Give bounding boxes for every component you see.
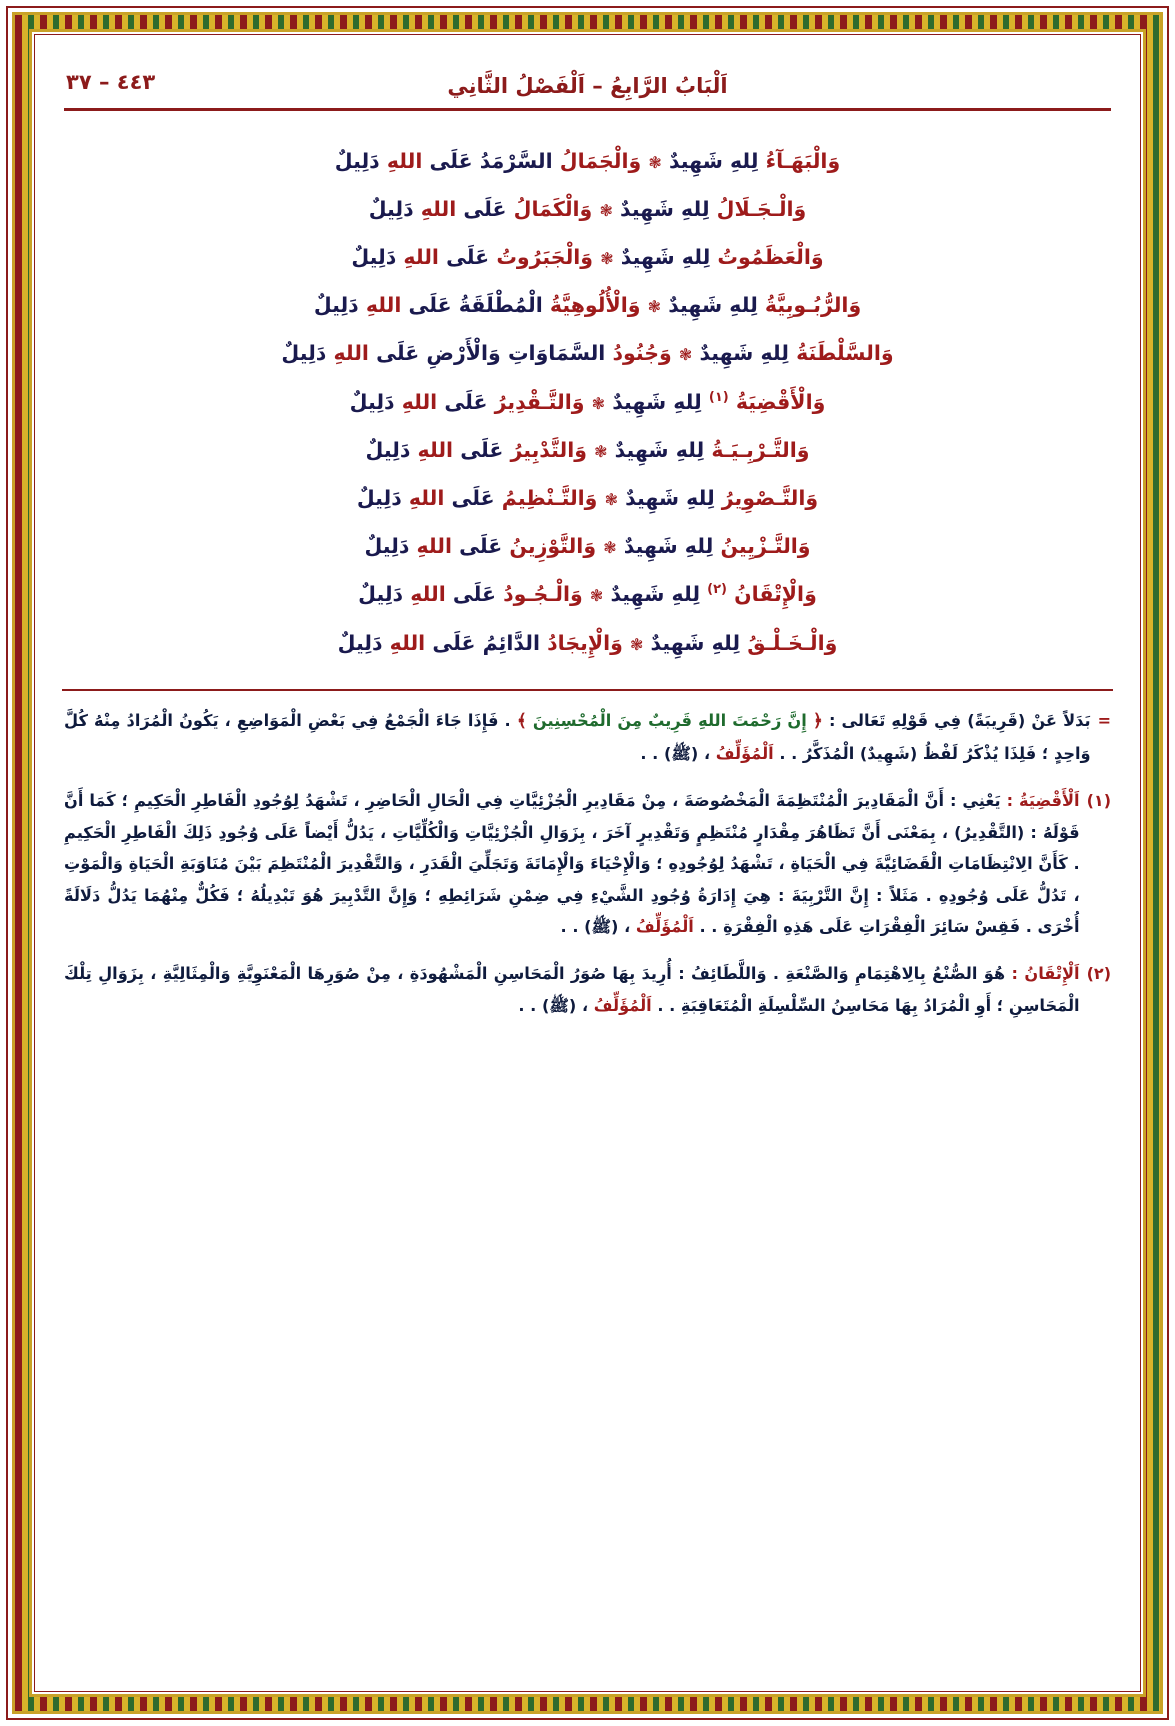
footnote-line: هُوَ الصُّنْعُ بِالِاهْتِمَامِ وَالصَّنْعَةِ . وَاللَّطَائِفُ : أُرِيدَ بِهَا صُوَرُ الْمَحَاسِنِ الْمَشْهُودَةِ ، مِنْ [359, 963, 1006, 983]
verse-word: وَالتَّوْزِينُ [509, 534, 597, 559]
verse-word: عَلَى [460, 437, 504, 462]
verse-word: لِلهِ [686, 485, 715, 510]
verse-word: اللهِ [389, 630, 426, 655]
verse-word: عَلَى [452, 582, 496, 607]
footnote-line: الْحَيَاةِ وَالْمَوْتِ ، تَدُلُّ عَلَى وُجُودِهِ . مَثَلاً : إِنَّ التَّرْبِيَةَ : هِيَ إِدَارَةُ وُجُودِ الشَّيْءِ فِي ضِمْنِ شَرَائِطِهِ ؛ [64, 854, 1080, 905]
footnote-keyword: اَلْإِتْقَانُ : [1005, 963, 1080, 983]
verse-word: الْمُطْلَقَةُ [458, 293, 543, 318]
page-header [48, 46, 1127, 98]
verse-word: ❃ [648, 152, 662, 172]
footnote-marker: (١) [1086, 790, 1111, 810]
verse-word: دَلِيلٌ [365, 437, 411, 462]
verse-footnote-ref: (١) [708, 389, 729, 405]
footnote-line: الْقَضَائِيَّةَ فِي الْحَيَاةِ ، تَشْهَدُ لِوُجُودِهِ ؛ وَالْإِحْيَاءَ وَالْإِمَاتَةَ وَتَجَلِّيَ الْقَدَرِ ، وَالتَّقْدِيرَ الْمُنْتَظِمَ بَيْنَ مُنَاوَبَةِ [174, 854, 943, 874]
verse-word: شَهِيدٌ [620, 244, 675, 269]
verse-word: وَالْبَهَـآءُ [765, 148, 841, 173]
verse-word: ❃ [630, 634, 644, 654]
verse-line [78, 523, 1097, 571]
verse-word: دَلِيلٌ [349, 389, 395, 414]
verse-word: اللهِ [416, 534, 453, 559]
footnote [64, 785, 1111, 943]
verse-line [78, 282, 1097, 330]
verse-word: لِلهِ [675, 437, 705, 462]
verse-word: السَّمَاوَاتِ [507, 341, 606, 366]
verse-word: عَلَى [429, 148, 473, 173]
verse-word: وَالْأَرْضِ [426, 341, 501, 366]
verse-line [78, 378, 1097, 426]
verse-word: لِلهِ [684, 534, 714, 559]
verse-word: شَهِيدٌ [625, 485, 680, 510]
footnote-text [64, 785, 1080, 943]
verse-word: دَلِيلٌ [337, 630, 383, 655]
verse-word: اللهِ [408, 485, 445, 510]
verse-word: وَالْإِتْقَانُ [734, 582, 817, 607]
footnote-line: اَلْمُؤَلِّفُ ، (ﷺ) . . [560, 917, 694, 937]
verse-word: شَهِيدٌ [614, 437, 669, 462]
verse-word: شَهِيدٌ [650, 630, 705, 655]
verse-word: وَالْإِيجَادُ [547, 630, 623, 655]
verse-word: وَالْـخَـلْـقُ [747, 630, 838, 655]
page-title: اَلْبَابُ الرَّابِعُ – اَلْفَصْلُ الثَّانِي [447, 74, 728, 98]
verse-word: شَهِيدٌ [610, 582, 665, 607]
verse-word: شَهِيدٌ [699, 341, 754, 366]
verse-word: عَلَى [463, 196, 507, 221]
verse-word: ❃ [594, 441, 608, 461]
footnote-line: يَعْنِي : أَنَّ الْمَقَادِيرَ الْمُنْتَظِمَةَ الْمَخْصُوصَةَ ، مِنْ مَقَادِيرِ الْجُزْئِيَّاتِ فِي الْحَالِ الْحَاضِرِ ، [347, 790, 1001, 810]
verse-word: وَالتَّـصْوِيرُ [721, 485, 819, 510]
footnote-text [64, 705, 1091, 770]
verse-word: عَلَى [459, 534, 503, 559]
verse-word: اللهِ [410, 582, 446, 607]
verse-word: لِلهِ [681, 196, 710, 221]
verse-word: لِلهِ [760, 341, 789, 366]
verse-line [78, 330, 1097, 378]
verse-word: لِلهِ [711, 630, 741, 655]
verse-word: لِلهِ [673, 389, 702, 414]
verse-word: عَلَى [446, 244, 490, 269]
footnote-divider [62, 689, 1113, 691]
verse-word: اللهِ [401, 389, 438, 414]
footnote-line: آخَرَ ، بِزَوَالِ الْجُزْئِيَّاتِ وَالْكُلِّيَّاتِ ، يَدُلُّ أَيْضاً عَلَى وُجُودِ ذَلِكَ الْفَاطِرِ الْحَكِيمِ . كَأَنَّ الِانْتِظَامَاتِ [64, 822, 1080, 874]
verse-line [78, 571, 1097, 619]
verse-word: وَالْـجُـودُ [503, 582, 583, 607]
verse-line [78, 474, 1097, 522]
verse-word: ❃ [678, 345, 693, 365]
verse-word: شَهِيدٌ [612, 389, 667, 414]
verse-word: اللهِ [365, 293, 402, 318]
verse-word: وَالْجَمَالُ [559, 148, 642, 173]
verse-word: لِلهِ [671, 582, 701, 607]
verse-word: وَالْكَمَالُ [513, 196, 593, 221]
verse-word: ❃ [599, 200, 613, 220]
footnote [64, 958, 1111, 1021]
verse-word: شَهِيدٌ [668, 293, 723, 318]
verse-word: ❃ [647, 297, 662, 317]
verse-word: دَلِيلٌ [356, 485, 402, 510]
verse-word: شَهِيدٌ [619, 196, 674, 221]
verse-word: وَالتَّـنْظِيمُ [501, 485, 598, 510]
verse-word: وَالْأَقْضِيَةُ [735, 389, 826, 414]
footnote-line: اَلْمُؤَلِّفُ ، (ﷺ) . . [518, 995, 652, 1015]
footnote [64, 705, 1111, 770]
footnote-text [64, 958, 1080, 1021]
verse-word: وَجُنُودُ [612, 341, 672, 366]
verse-word: عَلَى [444, 389, 488, 414]
footnote-marker: = [1097, 711, 1111, 731]
verse-word: اللهِ [420, 196, 457, 221]
verse-word: دَلِيلٌ [351, 244, 397, 269]
verse-word: لِلهِ [730, 148, 759, 173]
verse-word: دَلِيلٌ [334, 148, 380, 173]
verse-word: دَلِيلٌ [313, 293, 359, 318]
footnote-block [64, 705, 1111, 1021]
verse-word: ❃ [604, 489, 618, 509]
verse-word: السَّرْمَدُ [479, 148, 553, 173]
verse-word: عَلَى [376, 341, 420, 366]
verse-word: الدَّائِمُ [482, 630, 540, 655]
verse-line [78, 619, 1097, 667]
verse-word: ❃ [600, 248, 614, 268]
verse-word: عَلَى [432, 630, 476, 655]
verse-word: عَلَى [408, 293, 452, 318]
verse-word: دَلِيلٌ [281, 341, 327, 366]
verse-word: دَلِيلٌ [358, 582, 404, 607]
verse-word: شَهِيدٌ [623, 534, 678, 559]
verse-line [78, 233, 1097, 281]
verse-word: لِلهِ [729, 293, 758, 318]
verse-word: وَالْعَظَمُوتُ [717, 244, 824, 269]
verse-word: ❃ [603, 538, 617, 558]
verse-word: شَهِيدٌ [668, 148, 723, 173]
verse-footnote-ref: (٢) [707, 582, 727, 598]
verse-block [78, 137, 1097, 667]
footnote-line: بَدَلاً عَنْ (قَرِيبَةً) فِي قَوْلِهِ تَعَالى : ﴿ إِنَّ رَحْمَتَ اللهِ قَرِيبٌ مِنَ الْمُحْسِنِينَ ﴾ . فَإِذَا جَاءَ الْجَمْعُ فِي بَعْضِ [301, 711, 1091, 732]
footnote-keyword: اَلْأَقْضِيَةُ : [1000, 790, 1080, 810]
verse-word: وَالتَّـرْبِـيَـةُ [711, 437, 810, 462]
verse-word: اللهِ [386, 148, 423, 173]
verse-word: اللهِ [403, 244, 439, 269]
verse-word: اللهِ [333, 341, 369, 366]
footnote-marker: (٢) [1086, 963, 1111, 983]
verse-word: ❃ [589, 586, 604, 606]
verse-word: ❃ [591, 393, 606, 413]
footnote-line: صُوَرِهَا الْمَعْنَوِيَّةِ وَالْمِثَالِيَّةِ ، بِزَوَالِ تِلْكَ الْمَحَاسِنِ ؛ أَوِ الْمُرَادُ بِهَا مَحَاسِنُ السِّلْسِلَةِ الْمُتَعَاقِبَةِ . . [64, 963, 1080, 1015]
footnote-line: وَإِنَّ التَّدْبِيرَ هُوَ تَبْدِيلُهُ ؛ فَكُلٌّ مِنْهُمَا يَدُلُّ دَلَالَةً أُخْرَى . فَقِسْ سَائِرَ الْفِقْرَاتِ عَلَى هَذِهِ الْفِقْرَةِ . . [64, 885, 1080, 937]
verse-word: اللهِ [417, 437, 454, 462]
verse-word: دَلِيلٌ [368, 196, 414, 221]
verse-word: وَالتَّدْبِيرُ [510, 437, 587, 462]
verse-line [78, 185, 1097, 233]
header-divider [64, 108, 1111, 111]
page-number: ٤٤٣ – ٣٧ [66, 70, 156, 94]
verse-word: لِلهِ [681, 244, 711, 269]
footnote-line: الْمَوَاضِعِ ، يَكُونُ الْمُرَادُ مِنْهُ كُلَّ وَاحِدٍ ؛ فَلِذَا يُذْكَرُ لَفْظُ (شَهِيدٌ) الْمُذَكَّرُ . . اَلْمُؤَلِّفُ ، (ﷺ) . . [64, 711, 1091, 764]
verse-word: وَالْجَبَرُوتُ [496, 244, 594, 269]
verse-word: وَالرُّبُـوبِيَّةُ [764, 293, 862, 318]
page-content [48, 46, 1127, 1680]
footnote-line: تَشْهَدُ لِوُجُودِ الْفَاطِرِ الْحَكِيمِ ؛ كَمَا أَنَّ قَوْلَهُ : (التَّقْدِيرُ) ، بِمَعْنَى أَنَّ تَظَاهُرَ مِقْدَارٍ مُنْتَظِمٍ وَتَقْدِيرٍ [64, 790, 1080, 842]
verse-word: وَالتَّـقْدِيرُ [494, 389, 585, 414]
verse-line [78, 426, 1097, 474]
verse-word: دَلِيلٌ [364, 534, 410, 559]
verse-line [78, 137, 1097, 185]
verse-word: وَالتَّـزْيِينُ [720, 534, 811, 559]
verse-word: وَالْأُلُوهِيَّةُ [549, 293, 641, 318]
verse-word: عَلَى [451, 485, 495, 510]
verse-word: وَالسَّلْطَنَةُ [796, 341, 894, 366]
verse-word: وَالْـجَـلَالُ [716, 196, 807, 221]
